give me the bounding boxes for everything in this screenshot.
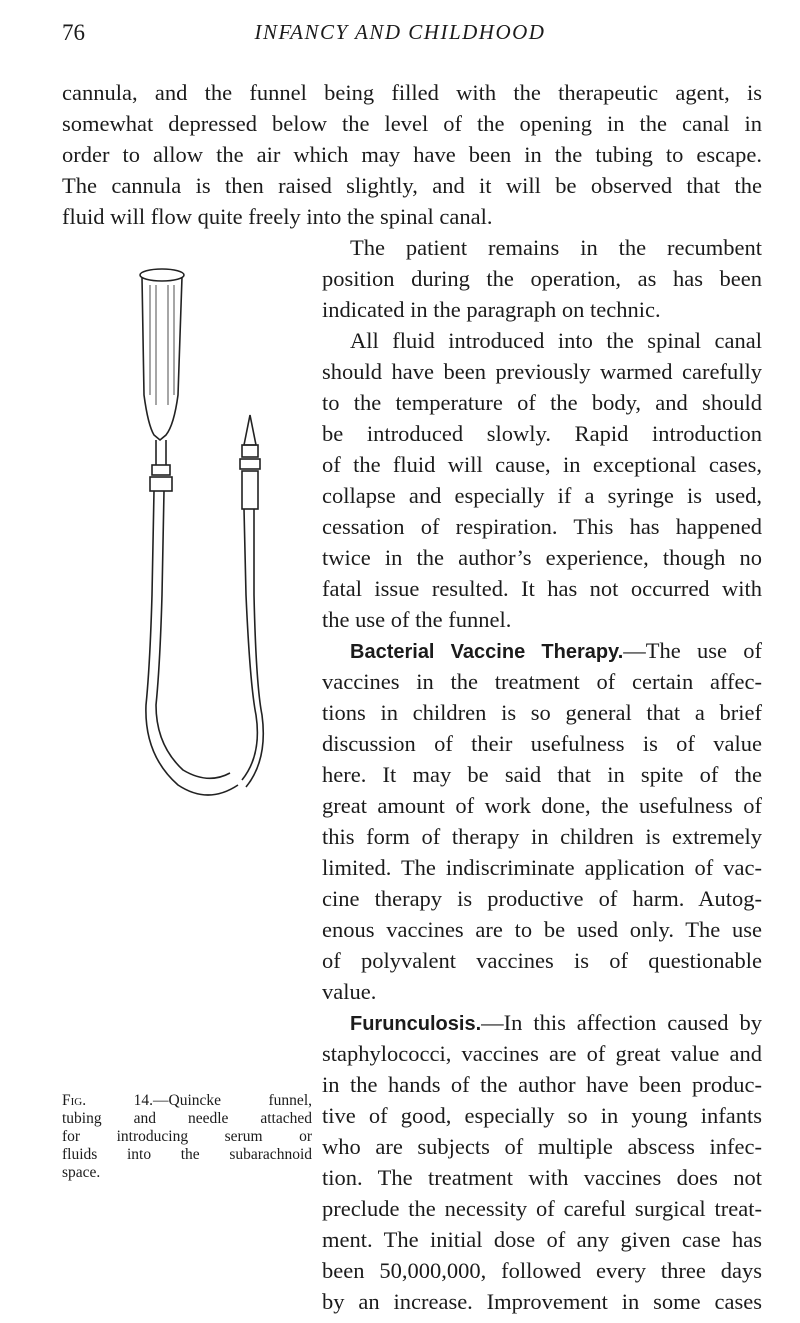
text-line: here. It may be said that in spite of the — [322, 762, 762, 787]
text-line: indicated in the paragraph on technic. — [322, 297, 661, 322]
text-line: tions in children is so general that a brief — [322, 700, 762, 725]
quincke-funnel-figure — [138, 265, 268, 805]
text-line: position during the operation, as has been — [322, 266, 762, 291]
text-line: fatal issue resulted. It has not occurred with — [322, 576, 762, 601]
text-line: The patient remains in the recumbent — [350, 235, 762, 260]
text-line: in the hands of the author have been produc- — [322, 1072, 762, 1097]
figure-caption-line: space. — [62, 1164, 101, 1181]
text-line: be introduced slowly. Rapid introduction — [322, 421, 762, 446]
text-line: The cannula is then raised slightly, and it will be observed that the — [62, 173, 762, 198]
text-line: value. — [322, 979, 377, 1004]
text-line: ment. The initial dose of any given case has — [322, 1227, 762, 1252]
text-run: The use of — [645, 638, 763, 663]
text-line: enous vaccines are to be used only. The use — [322, 917, 762, 942]
text-line: to the temperature of the body, and should — [322, 390, 762, 415]
figure-caption-line: tubing and needle attached — [62, 1110, 312, 1127]
section-heading-furunculosis: Furunculosis. — [350, 1013, 482, 1035]
text-line-with-heading — [322, 1008, 762, 1039]
text-line: limited. The indiscriminate application of vac- — [322, 855, 762, 880]
text-line: cessation of respiration. This has happened — [322, 514, 762, 539]
text-line: cannula, and the funnel being filled with the therapeutic agent, is — [62, 80, 762, 105]
figure-label: Fig. 14. — [62, 1092, 153, 1109]
caption-text: —Quincke funnel, — [153, 1092, 312, 1109]
em-dash: — — [481, 1010, 504, 1035]
text-line: who are subjects of multiple abscess infec- — [322, 1134, 762, 1159]
text-line: the use of the funnel. — [322, 607, 512, 632]
text-line: discussion of their usefulness is of value — [322, 731, 762, 756]
text-line: order to allow the air which may have been in the tubing to escape. — [62, 142, 762, 167]
figure-caption-line — [62, 1092, 312, 1110]
page-number: 76 — [62, 20, 85, 45]
em-dash: — — [623, 638, 646, 663]
text-line: great amount of work done, the usefulness of — [322, 793, 762, 818]
text-run: In this affection caused by — [503, 1010, 762, 1035]
text-line: should have been previously warmed carefully — [322, 359, 762, 384]
section-heading-bacterial-vaccine: Bacterial Vaccine Therapy. — [350, 641, 624, 663]
text-line: staphylococci, vaccines are of great value and — [322, 1041, 762, 1066]
text-line: tion. The treatment with vaccines does not — [322, 1165, 762, 1190]
figure-caption-line: for introducing serum or — [62, 1128, 312, 1145]
text-line: of the fluid will cause, in exceptional cases, — [322, 452, 762, 477]
text-line: All fluid introduced into the spinal canal — [350, 328, 762, 353]
text-line: this form of therapy in children is extremely — [322, 824, 762, 849]
text-line-with-heading — [322, 636, 762, 667]
text-line: tive of good, especially so in young infants — [322, 1103, 762, 1128]
text-line: been 50,000,000, followed every three days — [322, 1258, 762, 1283]
text-line: preclude the necessity of careful surgical treat- — [322, 1196, 762, 1221]
text-line: cine therapy is productive of harm. Autog- — [322, 886, 762, 911]
text-line: collapse and especially if a syringe is used, — [322, 483, 762, 508]
text-line: fluid will flow quite freely into the spinal canal. — [62, 204, 493, 229]
text-line: of polyvalent vaccines is of questionable — [322, 948, 762, 973]
page-header — [62, 20, 738, 60]
text-line: twice in the author’s experience, though no — [322, 545, 762, 570]
running-title: INFANCY AND CHILDHOOD — [254, 20, 546, 44]
text-line: vaccines in the treatment of certain affec- — [322, 669, 762, 694]
figure-caption-line: fluids into the subarachnoid — [62, 1146, 312, 1163]
text-line: somewhat depressed below the level of the opening in the canal in — [62, 111, 762, 136]
text-line: by an increase. Improvement in some cases — [322, 1289, 762, 1314]
